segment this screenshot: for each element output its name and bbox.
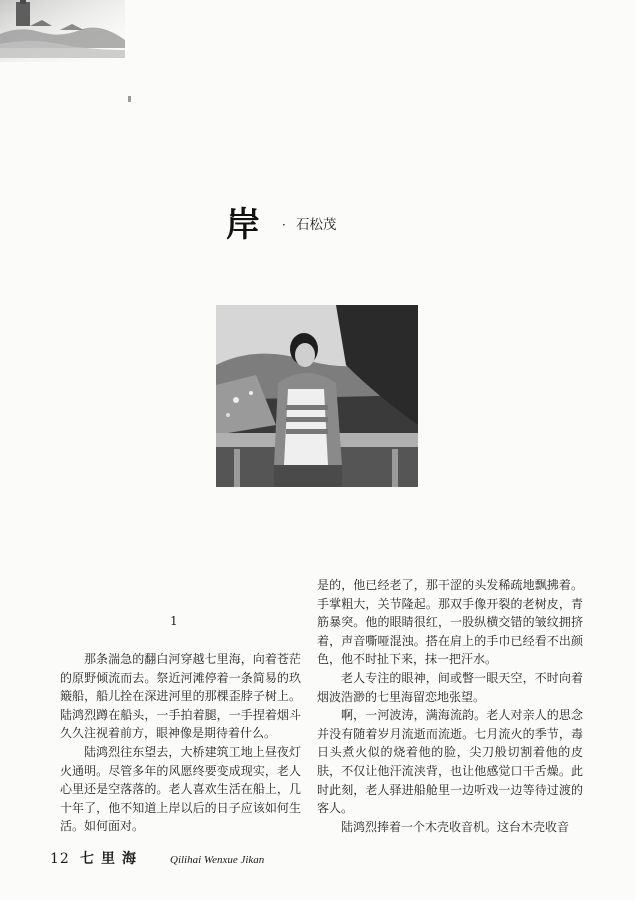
corner-landscape-decoration — [0, 0, 125, 62]
paragraph: 陆鸿烈往东望去，大桥建筑工地上昼夜灯火通明。尽管多年的风愿终要变成现实，老人心里还是空落落的。老人喜欢生活在船上，几十年了，他不知道上岸以后的日子应该如何生活。如何面对。 — [60, 744, 301, 834]
paragraph: 啊，一河波涛，满海流韵。老人对亲人的思念并没有随着岁月流逝而流逝。七月流火的季节，毒日头煮火似的烧着他的脸，尖刀般切割着他的皮肤，不仅让他汗流浃背，也让他感觉口干舌燥。此时此刻，老人驿进船舱里一边听戏一边等待过渡的客人。 — [317, 708, 583, 816]
right-text-column — [317, 576, 583, 836]
author-name: 石松茂 — [296, 217, 337, 233]
paragraph: 那条湍急的翻白河穿越七里海，向着苍茫的原野倾流而去。祭近河滩停着一条简易的玖簸船，船儿拴在深进河里的那棵歪脖子树上。陆鸿烈蹲在船头，一手拍着腿，一手捏着烟斗久久注视着前方，眼神像是期待着什么。 — [60, 652, 301, 741]
journal-name: 七里海 — [80, 851, 143, 867]
author-photo — [216, 305, 418, 487]
section-number: 1 — [170, 614, 178, 628]
left-text-column — [60, 650, 301, 836]
journal-pinyin: Qilihai Wenxue Jikan — [170, 854, 265, 866]
paragraph: 陆鸿烈捧着一个木壳收音机。这台木壳收音 — [341, 819, 570, 834]
paragraph-continued: 是的，他已经老了，那干涩的头发稀疏地飘拂着。手掌粗大，关节隆起。那双手像开裂的老树皮，青筋暴突。他的眼睛很红，一股纵横交错的皱纹拥挤着，声音嘶哑混浊。搭在肩上的手巾已经看不出颜色，他不时扯下来，抹一把汗水。 — [317, 578, 583, 667]
stray-scan-mark — [128, 96, 131, 102]
page-number: 12 — [50, 851, 70, 867]
title-separator: · — [282, 218, 286, 232]
paragraph: 老人专注的眼神，间或瞥一眼天空，不时向着烟波浩渺的七里海留恋地张望。 — [317, 670, 583, 704]
article-title: 岸 — [226, 205, 260, 245]
